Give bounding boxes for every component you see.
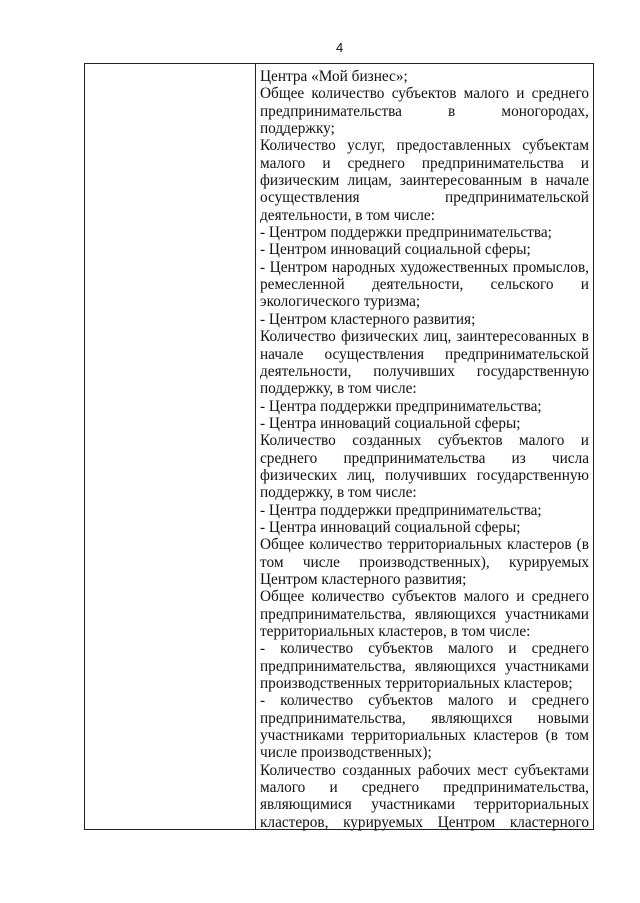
text-line: предпринимательства, являющихся участниками [260,605,589,623]
text-line: - Центром кластерного развития; [260,310,476,328]
text-line: Количество услуг, предоставленных субъектам [260,137,589,155]
text-line: производственных территориальных кластеров; [260,675,573,693]
indicators-cell [260,68,589,831]
text-line: - количество субъектов малого и среднего [260,640,589,658]
text-line: - Центра инноваций социальной сферы; [260,518,521,536]
text-line: числе производственных); [260,744,432,762]
text-line: Центра «Мой бизнес»; [260,68,408,85]
text-line: - Центра инноваций социальной сферы; [260,414,521,432]
text-line: предпринимательства в моногородах, [260,102,589,120]
text-line: - Центра поддержки предпринимательства; [260,501,542,519]
text-line: кластеров, курируемых Центром кластерного [260,813,589,831]
text-line: Центром кластерного развития; [260,570,467,588]
text-line: физическим лицам, заинтересованным в начале [260,172,589,190]
indicator-table [84,63,594,830]
text-line: деятельности, в том числе: [260,206,435,224]
text-line: - количество субъектов малого и среднего [260,692,589,710]
text-line: - Центром инноваций социальной сферы; [260,241,531,259]
text-line: среднего предпринимательства из числа [260,449,589,467]
text-line: - Центром народных художественных промыслов, [260,258,589,276]
text-line: являющимися участниками территориальных [260,796,589,814]
text-line: поддержку; [260,120,335,138]
text-line: Общее количество территориальных кластеров (в [260,536,589,554]
text-line: малого и среднего предпринимательства, [260,779,589,797]
text-line: начале осуществления предпринимательской [260,345,589,363]
text-line: малого и среднего предпринимательства и [260,154,589,172]
text-line: - Центром поддержки предпринимательства; [260,224,552,242]
text-line: том числе производственных), курируемых [260,553,589,571]
text-line: деятельности, получивших государственную [260,362,589,380]
text-line: - Центра поддержки предпринимательства; [260,397,542,415]
text-line: поддержку, в том числе: [260,380,417,398]
text-line: предпринимательства, являющихся участниками [260,657,589,675]
text-line: участниками территориальных кластеров (в том [260,727,589,745]
column-divider [255,64,256,829]
text-line: Количество физических лиц, заинтересованных в [260,328,589,346]
text-line: предпринимательства, являющихся новыми [260,709,589,727]
text-line: Общее количество субъектов малого и среднего [260,85,589,103]
text-line: Количество созданных субъектов малого и [260,432,589,450]
text-line: осуществления предпринимательской [260,189,589,207]
text-line: территориальных кластеров, в том числе: [260,623,531,640]
text-line: ремесленной деятельности, сельского и [260,276,589,294]
text-line: Общее количество субъектов малого и среднего [260,588,589,606]
text-line: физических лиц, получивших государственную [260,466,589,484]
page-number: 4 [336,40,344,55]
text-line: экологического туризма; [260,293,421,311]
text-line: Количество созданных рабочих мест субъектами [260,761,589,779]
text-line: поддержку, в том числе: [260,484,417,502]
